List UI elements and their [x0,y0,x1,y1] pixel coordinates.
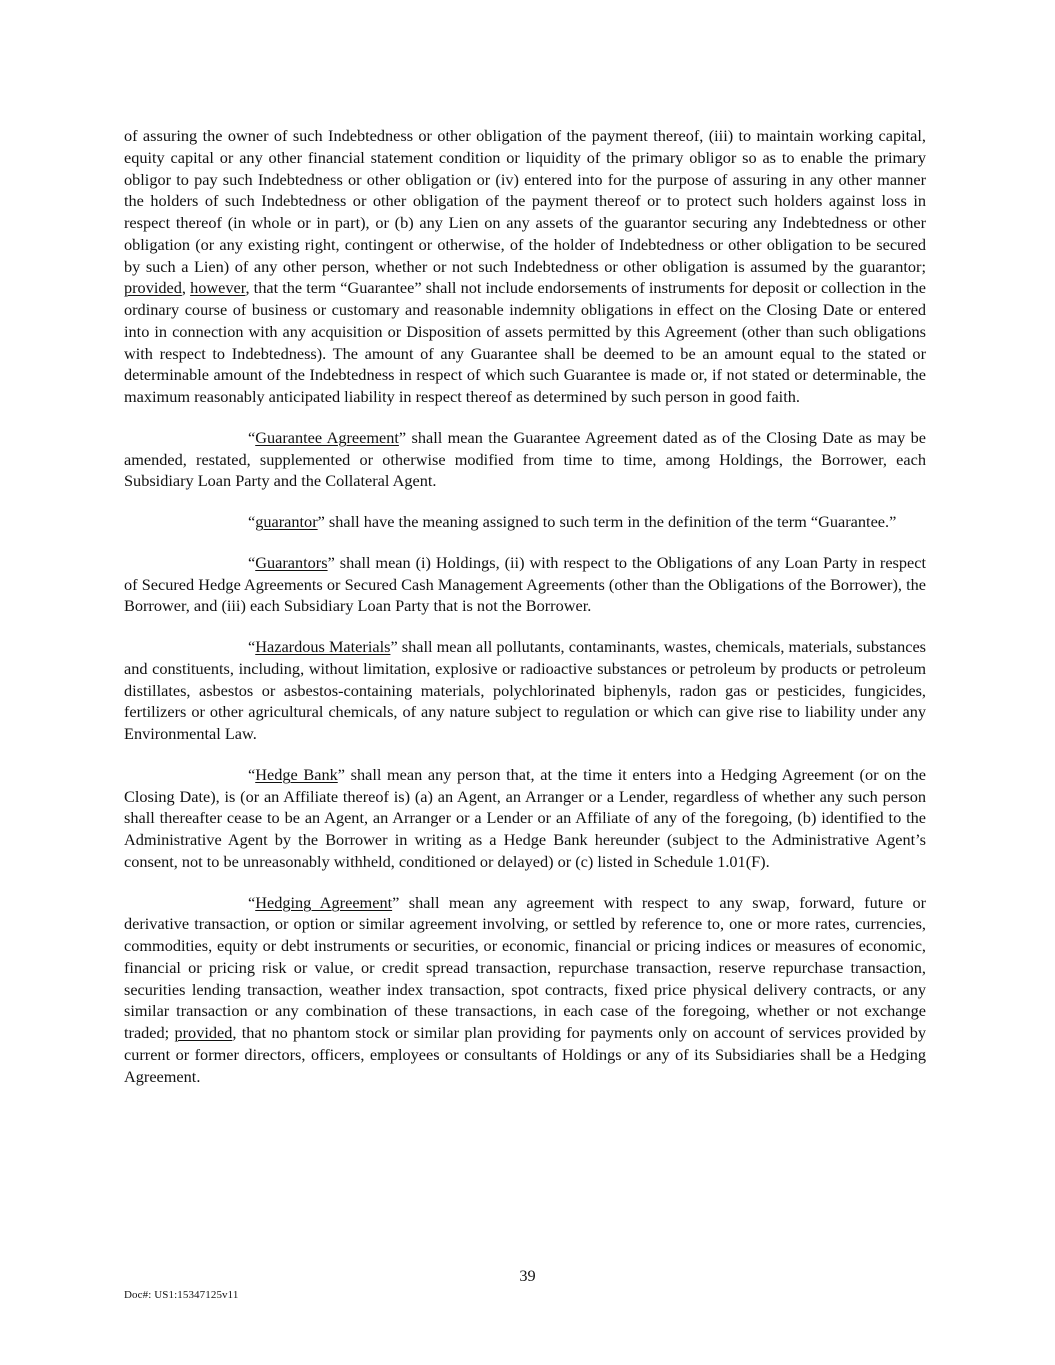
guarantee-definition-continued: of assuring the owner of such Indebtedness or other obligation of the payment thereof, (iii) to maintain working capital, equity capital or any other financial statement condition or liquidity of the primary obligor so as to enable the primary obligor to pay such Indebtedness or other obligation or (iv) entered into for the purpose of assuring in any other manner the holders of such Indebtedness or other obligation of the payment thereof or to protect such holders against loss in respect thereof (in whole or in part), or (b) any Lien on any assets of the guarantor securing any Indebtedness or other obligation (or any existing right, contingent or otherwise, of the holder of Indebtedness or other obligation to be secured by such a Lien) of any other person, whether or not such Indebtedness or other obligation is assumed by the guarantor; provided, however, that the term “Guarantee” shall not include endorsements of instruments for deposit or collection in the ordinary course of business or customary and reasonable indemnity obligations in effect on the Closing Date or entered into in connection with any acquisition or Disposition of assets permitted by this Agreement (other than such obligations with respect to Indebtedness). The amount of any Guarantee shall be deemed to be an amount equal to the stated or determinable amount of the Indebtedness in respect of which such Guarantee is made or, if not stated or determinable, the maximum reasonably anticipated liability in respect thereof as determined by such person in good faith. [124,126,926,406]
definition-guarantors: “Guarantors” shall mean (i) Holdings, (ii) with respect to the Obligations of any Loan Party in respect of Secured Hedge Agreements or Secured Cash Management Agreements (other than the Obligations of the Borrower), the Borrower, and (iii) each Subsidiary Loan Party that is not the Borrower. [124,552,926,616]
definition-guarantor: “guarantor” shall have the meaning assigned to such term in the definition of the term “Guarantee.” [248,512,897,531]
defined-term: Hazardous Materials [255,637,391,656]
defined-term: Guarantors [255,552,328,572]
definition-hedge-bank: “Hedge Bank” shall mean any person that, at the time it enters into a Hedging Agreement (or on the Closing Date), is (or an Affiliate thereof is) (a) an Agent, an Arranger or a Lender, regardless of whether any such person shall thereafter cease to be an Agent, an Arranger or a Lender or an Affiliate of any of the foregoing, (b) identified to the Administrative Agent by the Borrower in writing as a Hedge Bank hereunder (subject to the Administrative Agent’s consent, not to be unreasonably withheld, conditioned or delayed) or (c) listed in Schedule 1.01(F). [124,764,926,871]
provided-term: provided [174,1023,233,1042]
provided-term: provided [124,278,182,298]
defined-term: Guarantee Agreement [255,427,399,447]
definition-guarantee-agreement: “Guarantee Agreement” shall mean the Guarantee Agreement dated as of the Closing Date as may be amended, restated, supplemented or otherwise modified from time to time, among Holdings, the Borrower, each Subsidiary Loan Party and the Collateral Agent. [124,427,927,491]
defined-term: guarantor [255,512,318,531]
defined-term: Hedging Agreement [255,892,393,912]
definition-hedging-agreement: “Hedging Agreement” shall mean any agreement with respect to any swap, forward, future or derivative transaction, or option or similar agreement involving, or settled by reference to, one or more rates, currencies, commodities, equity or debt instruments or securities, or economic, financial or pricing indices or measures of economic, financial or pricing risk or value, or credit spread transaction, repurchase transaction, reserve repurchase transaction, securities lending transaction, weather index transaction, spot contracts, fixed price physical delivery contracts, or any similar transaction or any combination of these transactions, in each case of the foregoing, whether or not exchange traded; provided, that no phantom stock or similar plan providing for payments only on account of services provided by current or former directors, officers, employees or consultants of Holdings or any of its Subsidiaries shall be a Hedging Agreement. [124,892,927,1086]
however-term: however [190,278,246,298]
defined-term: Hedge Bank [255,764,338,784]
document-page [124,125,926,1087]
definition-hazardous-materials: “Hazardous Materials” shall mean all pollutants, contaminants, wastes, chemicals, materials, substances and constituents, including, without limitation, explosive or radioactive substances or petroleum by products or petroleum distillates, asbestos or asbestos-containing materials, polychlorinated biphenyls, radon gas or pesticides, fungicides, fertilizers or other agricultural chemicals, of any nature subject to regulation or which can give rise to liability under any Environmental Law. [124,637,927,743]
page-number: 39 [519,1266,536,1285]
document-id: Doc#: US1:15347125v11 [124,1289,239,1301]
